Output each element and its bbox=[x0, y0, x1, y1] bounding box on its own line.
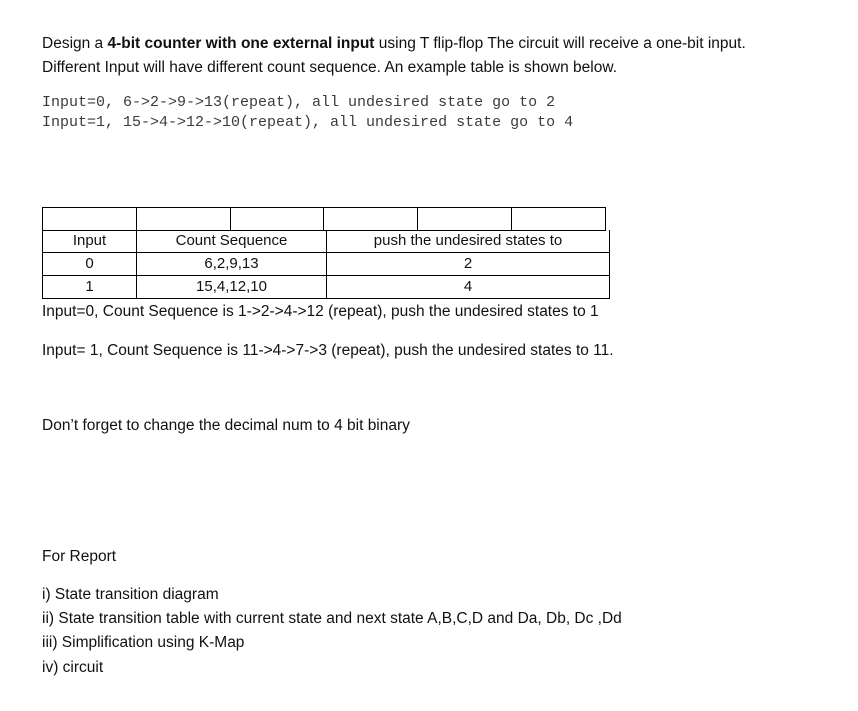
table-empty-cell bbox=[137, 208, 231, 230]
cell-input: 1 bbox=[43, 276, 137, 299]
report-title: For Report bbox=[42, 548, 117, 565]
table-header-row bbox=[43, 230, 610, 253]
header-input: Input bbox=[43, 230, 137, 253]
report-item-3: iii) Simplification using K-Map bbox=[42, 634, 245, 651]
cell-count-sequence: 15,4,12,10 bbox=[137, 276, 327, 299]
table-empty-cell bbox=[231, 208, 325, 230]
cell-undesired-target: 4 bbox=[327, 276, 610, 299]
intro-line-2: Different Input will have different count sequence. An example table is shown below. bbox=[42, 59, 618, 76]
intro-text-start: Design a bbox=[42, 35, 108, 52]
cell-count-sequence: 6,2,9,13 bbox=[137, 253, 327, 276]
intro-bold-phrase: 4-bit counter with one external input bbox=[107, 35, 375, 52]
cell-undesired-target: 2 bbox=[327, 253, 610, 276]
report-item-2: ii) State transition table with current state and next state A,B,C,D and Da, Db, Dc ,Dd bbox=[42, 610, 622, 627]
table-empty-cell bbox=[43, 208, 137, 230]
task-input-0: Input=0, Count Sequence is 1->2->4->12 (repeat), push the undesired states to 1 bbox=[42, 303, 599, 320]
table-empty-header-row bbox=[42, 207, 606, 231]
binary-note: Don’t forget to change the decimal num to 4 bit binary bbox=[42, 417, 410, 434]
table-row bbox=[43, 276, 610, 299]
header-undesired-states: push the undesired states to bbox=[327, 230, 610, 253]
table-empty-cell bbox=[324, 208, 418, 230]
intro-text-end: using T flip-flop The circuit will receive a one-bit input. bbox=[374, 35, 746, 52]
table-grid bbox=[42, 230, 610, 299]
report-item-1: i) State transition diagram bbox=[42, 586, 219, 603]
table-empty-cell bbox=[512, 208, 605, 230]
task-input-1: Input= 1, Count Sequence is 11->4->7->3 (repeat), push the undesired states to 11. bbox=[42, 342, 614, 359]
header-count-sequence: Count Sequence bbox=[137, 230, 327, 253]
report-item-4: iv) circuit bbox=[42, 659, 104, 676]
cell-input: 0 bbox=[43, 253, 137, 276]
table-empty-cell bbox=[418, 208, 512, 230]
example-table bbox=[42, 207, 606, 300]
intro-line-1 bbox=[42, 34, 746, 54]
example-input-1: Input=1, 15->4->12->10(repeat), all undesired state go to 4 bbox=[42, 114, 574, 131]
example-input-0: Input=0, 6->2->9->13(repeat), all undesired state go to 2 bbox=[42, 94, 556, 111]
table-row bbox=[43, 253, 610, 276]
